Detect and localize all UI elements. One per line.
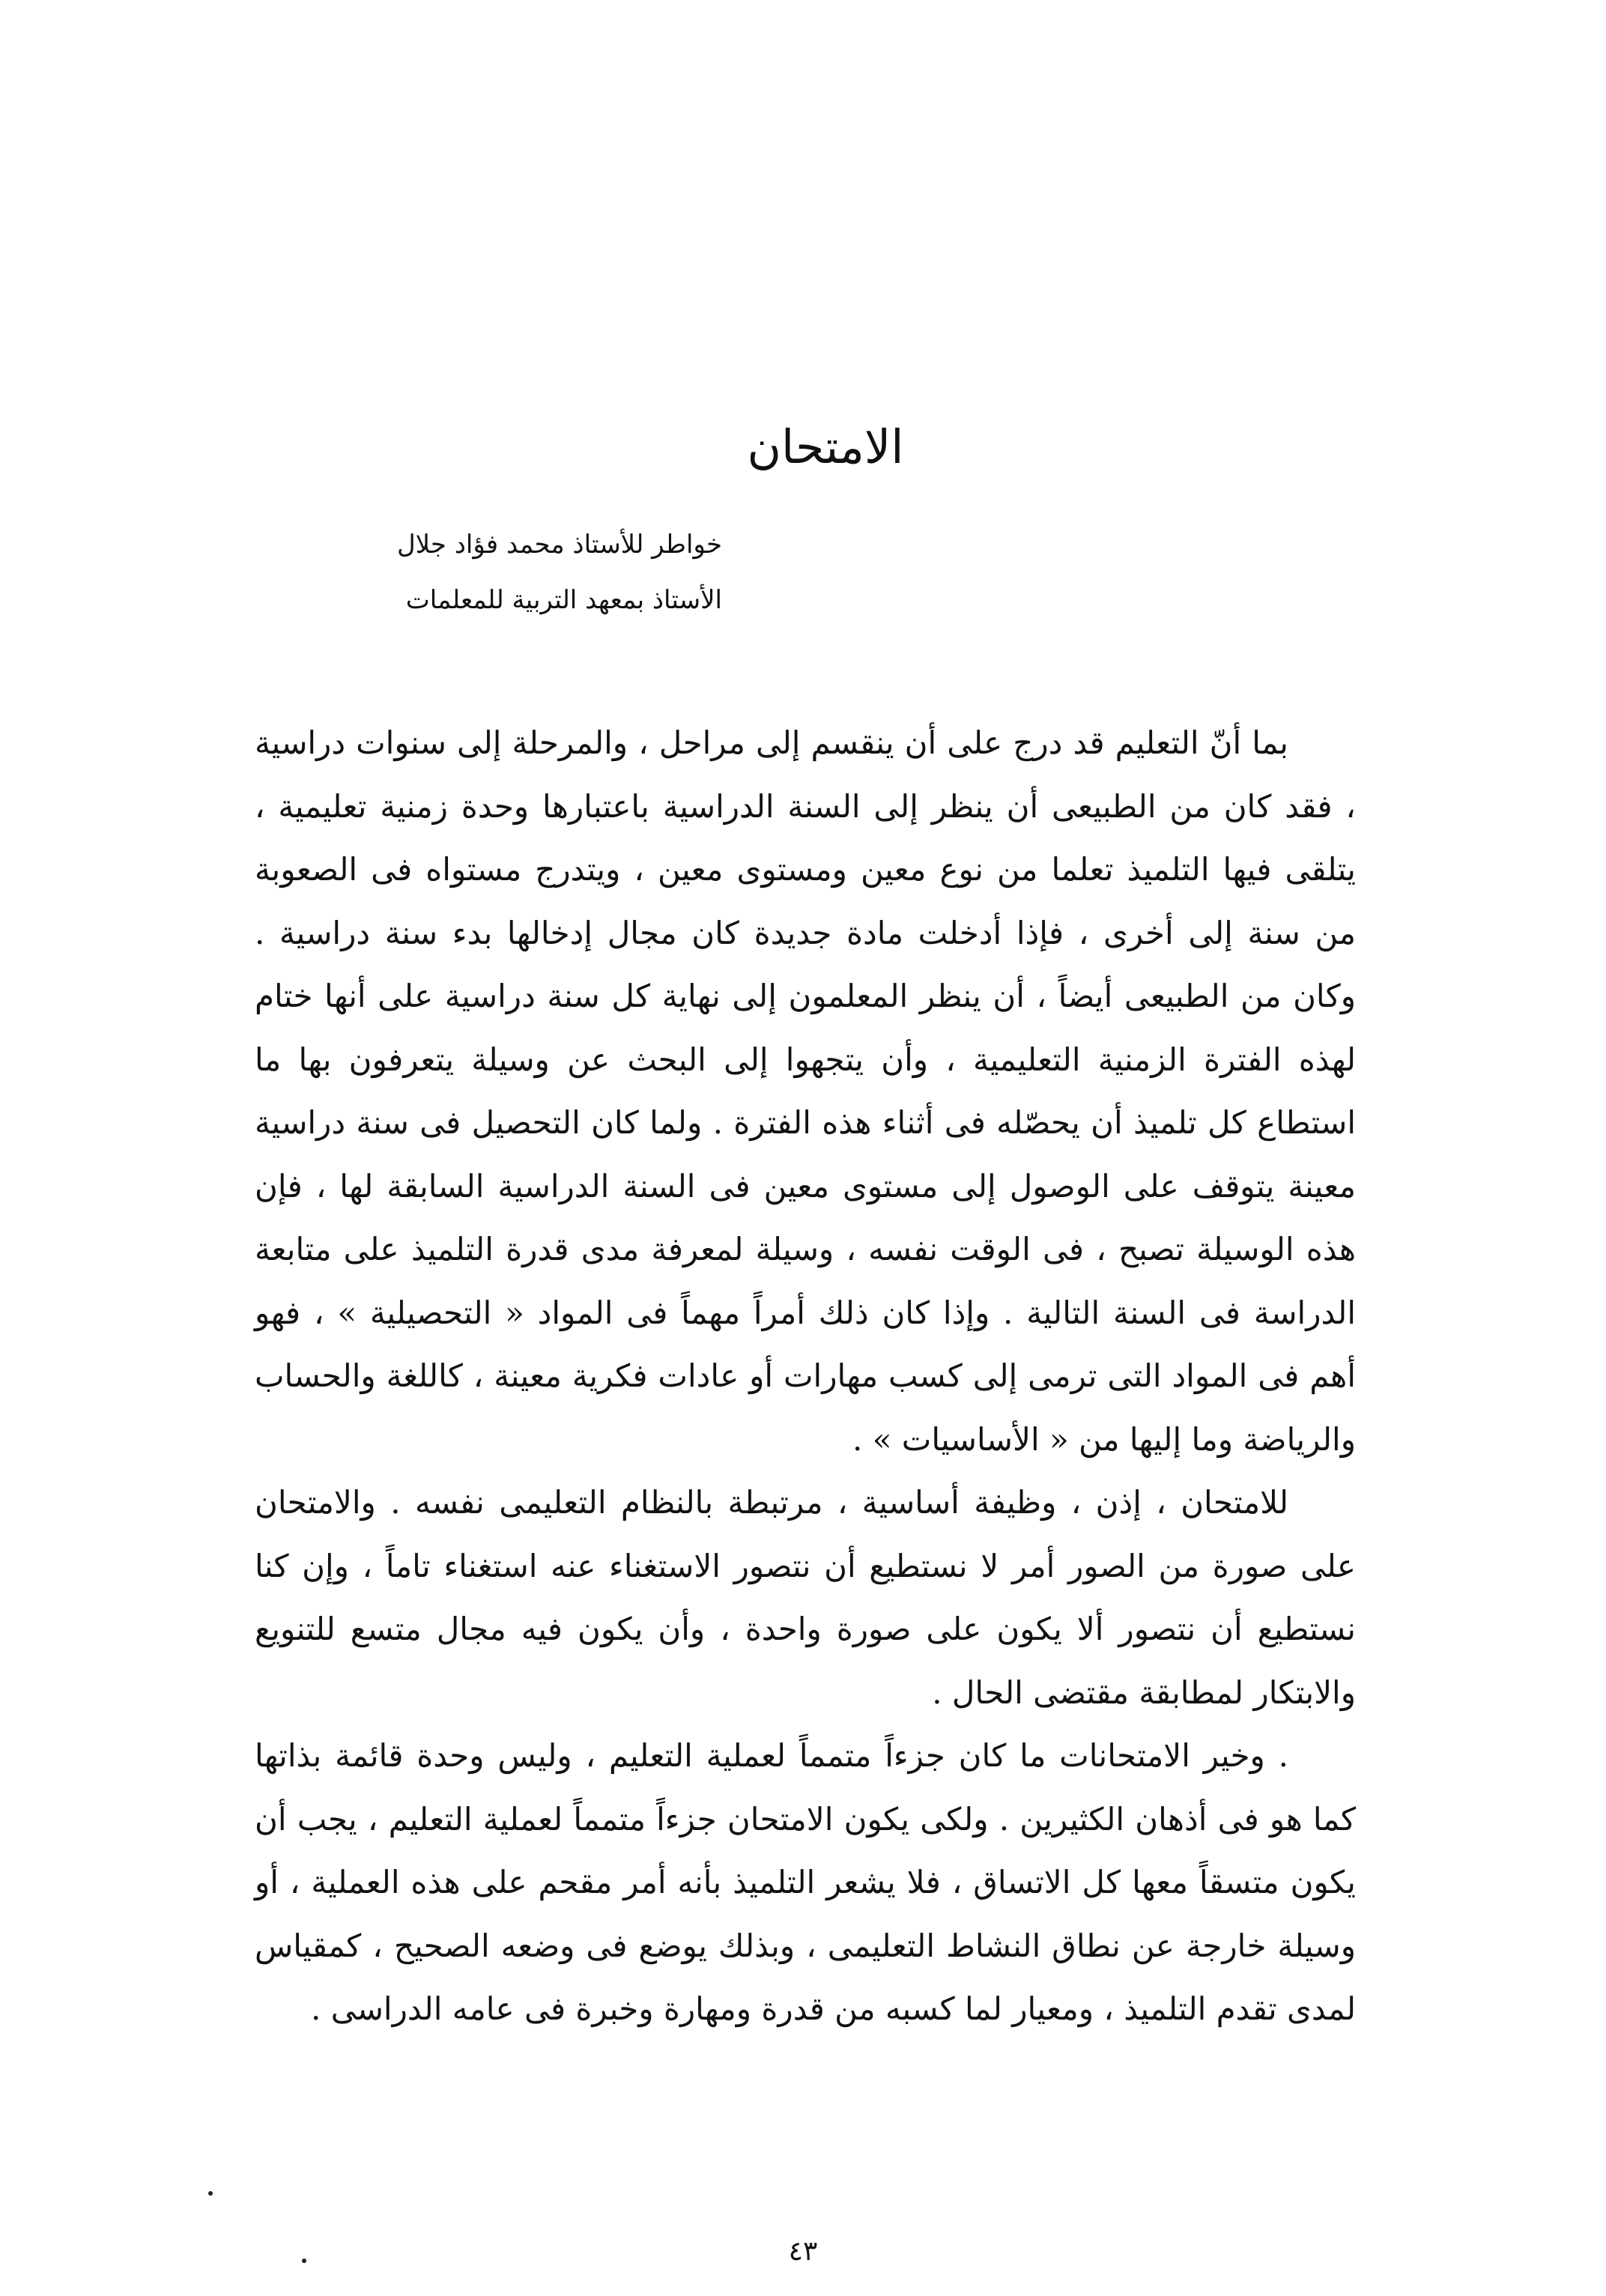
byline-line: خواطر للأستاذ محمد فؤاد جلال [396,530,722,560]
page-number: ٤٣ [788,2236,818,2267]
article-body [255,712,1356,2041]
byline-line: الأستاذ بمعهد التربية للمعلمات [405,585,722,615]
paragraph: بما أنّ التعليم قد درج على أن ينقسم إلى مراحل ، والمرحلة إلى سنوات دراسية ، فقد كان من الطبيعى أن ينظر إلى السنة الدراسية باعتبارها وحدة زمنية تعليمية ، يتلقى فيها التلميذ تعلما من نوع معين ومستوى معين ، ويتدرج مستواه فى الصعوبة من سنة إلى أخرى ، فإذا أدخلت مادة جديدة كان مجال إدخالها بدء سنة دراسية . وكان من الطبيعى أيضاً ، أن ينظر المعلمون إلى نهاية كل سنة دراسية على أنها ختام لهذه الفترة الزمنية التعليمية ، وأن يتجهوا إلى البحث عن وسيلة يتعرفون بها ما استطاع كل تلميذ أن يحصّله فى أثناء هذه الفترة . ولما كان التحصيل فى سنة دراسية معينة يتوقف على الوصول إلى مستوى معين فى السنة الدراسية السابقة لها ، فإن هذه الوسيلة تصبح ، فى الوقت نفسه ، وسيلة لمعرفة مدى قدرة التلميذ على متابعة الدراسة فى السنة التالية . وإذا كان ذلك أمراً مهماً فى المواد « التحصيلية » ، فهو أهم فى المواد التى ترمى إلى كسب مهارات أو عادات فكرية معينة ، كاللغة والحساب والرياضة وما إليها من « الأساسيات » . [255,724,1356,1458]
paragraph: . وخير الامتحانات ما كان جزءاً متمماً لعملية التعليم ، وليس وحدة قائمة بذاتها كما هو فى أذهان الكثيرين . ولكى يكون الامتحان جزءاً متمماً لعملية التعليم ، يجب أن يكون متسقاً معها كل الاتساق ، فلا يشعر التلميذ بأنه أمر مقحم على هذه العملية ، أو وسيلة خارجة عن نطاق النشاط التعليمى ، وبذلك يوضع فى وضعه الصحيح ، كمقياس لمدى تقدم التلميذ ، ومعيار لما كسبه من قدرة ومهارة وخبرة فى عامه الدراسى . [255,1737,1356,2027]
scan-speck [208,2191,213,2196]
author-byline [198,517,722,628]
scan-speck [302,2259,306,2263]
page-title: الامتحان [747,419,904,474]
paragraph: للامتحان ، إذن ، وظيفة أساسية ، مرتبطة بالنظام التعليمى نفسه . والامتحان على صورة من الصور أمر لا نستطيع أن نتصور الاستغناء عنه استغناء تاماً ، وإن كنا نستطيع أن نتصور ألا يكون على صورة واحدة ، وأن يكون فيه مجال متسع للتنويع والابتكار لمطابقة مقتضى الحال . [255,1484,1356,1711]
